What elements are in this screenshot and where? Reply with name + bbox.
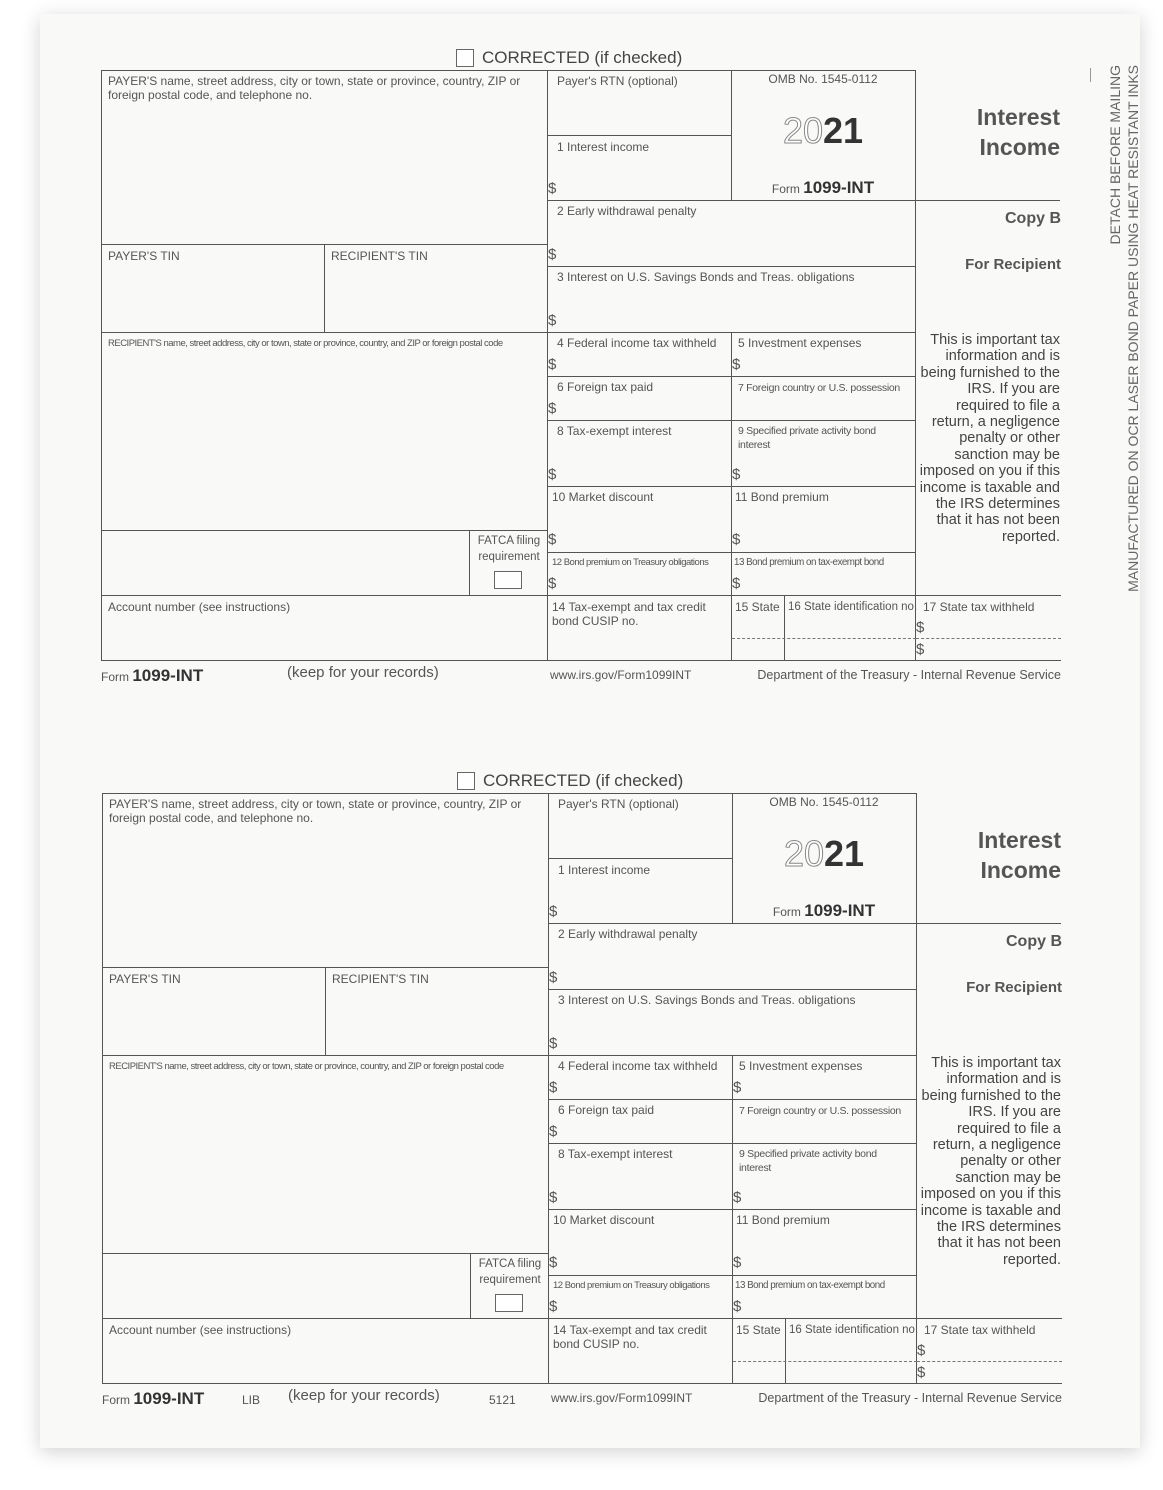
divider bbox=[915, 200, 1060, 201]
blank-box bbox=[101, 530, 470, 596]
corrected-checkbox[interactable] bbox=[457, 772, 475, 790]
form-title bbox=[915, 102, 1060, 162]
box1-label: 1 Interest income bbox=[557, 140, 650, 154]
tax-year bbox=[732, 833, 916, 875]
box11-label: 11 Bond premium bbox=[736, 1213, 830, 1227]
box12-label: 12 Bond premium on Treasury obligations bbox=[552, 557, 709, 568]
box1-label: 1 Interest income bbox=[558, 863, 651, 877]
form-number-value: 1099-INT bbox=[132, 666, 204, 685]
box15-label: 15 State bbox=[735, 600, 780, 614]
title-line2: Income bbox=[979, 134, 1060, 160]
copy-label: Copy B bbox=[1006, 933, 1062, 950]
recipient-label: RECIPIENT'S name, street address, city or town, state or province, country, and ZIP or foreign postal code bbox=[108, 338, 503, 349]
dollar-sign: $ bbox=[916, 641, 925, 658]
dollar-sign: $ bbox=[548, 180, 557, 197]
dollar-sign: $ bbox=[917, 1364, 926, 1381]
state-divider bbox=[733, 1361, 917, 1362]
corrected-label: CORRECTED (if checked) bbox=[483, 771, 684, 790]
dollar-sign: $ bbox=[733, 1189, 742, 1206]
payer-tin-label: PAYER'S TIN bbox=[108, 249, 180, 263]
box4-label: 4 Federal income tax withheld bbox=[557, 336, 717, 350]
box5-label: 5 Investment expenses bbox=[739, 1059, 863, 1073]
box3-label: 3 Interest on U.S. Savings Bonds and Treas. obligations bbox=[557, 270, 855, 284]
dollar-sign: $ bbox=[917, 1342, 926, 1359]
form-word: Form bbox=[772, 905, 801, 919]
payer-label: PAYER'S name, street address, city or town, state or province, country, ZIP or foreign postal code, and telephone no. bbox=[108, 74, 521, 102]
lib-code: LIB bbox=[242, 1393, 261, 1407]
recipient-box[interactable] bbox=[101, 332, 548, 531]
for-recipient: For Recipient bbox=[966, 979, 1062, 996]
dollar-sign: $ bbox=[549, 1254, 558, 1271]
corrected-checkbox[interactable] bbox=[456, 49, 474, 67]
form-number-value: 1099-INT bbox=[133, 1389, 205, 1408]
department: Department of the Treasury - Internal Revenue Service bbox=[757, 668, 1061, 682]
dollar-sign: $ bbox=[549, 1079, 558, 1096]
footer-form-number bbox=[101, 666, 203, 686]
box7-label: 7 Foreign country or U.S. possession bbox=[739, 1105, 901, 1117]
box2-label: 2 Early withdrawal penalty bbox=[558, 927, 698, 941]
title-line2: Income bbox=[980, 857, 1061, 883]
dollar-sign: $ bbox=[549, 1035, 558, 1052]
box6-label: 6 Foreign tax paid bbox=[558, 1103, 655, 1117]
box10-label: 10 Market discount bbox=[553, 1213, 655, 1227]
fatca-checkbox[interactable] bbox=[495, 1294, 523, 1312]
notice-text: This is important tax information and is being furnished to the IRS. If you are required to file a return, a negligence penalty or other sanction may be imposed on you if this income is taxable and the IRS determines that it has not been reported. bbox=[919, 332, 1060, 545]
box16-label: 16 State identification no. bbox=[788, 601, 918, 613]
recipient-tin-label: RECIPIENT'S TIN bbox=[331, 249, 428, 263]
year-outline: 20 bbox=[783, 833, 824, 874]
dollar-sign: $ bbox=[732, 466, 741, 483]
box14-label: 14 Tax-exempt and tax credit bond CUSIP no. bbox=[553, 1323, 707, 1351]
box7-label: 7 Foreign country or U.S. possession bbox=[738, 382, 900, 394]
blank-box bbox=[102, 1253, 471, 1319]
side-notice bbox=[1106, 65, 1142, 605]
keep-records: (keep for your records) bbox=[288, 1387, 440, 1404]
form-number-value: 1099-INT bbox=[804, 901, 876, 920]
state-divider bbox=[732, 638, 916, 639]
form-copy-bottom bbox=[102, 771, 1062, 1433]
box8-label: 8 Tax-exempt interest bbox=[558, 1147, 673, 1161]
rtn-label: Payer's RTN (optional) bbox=[558, 797, 679, 811]
dollar-sign: $ bbox=[549, 903, 558, 920]
form-number-value: 1099-INT bbox=[803, 178, 875, 197]
footer-form-number bbox=[102, 1389, 204, 1409]
fatca-checkbox[interactable] bbox=[494, 571, 522, 589]
box13-label: 13 Bond premium on tax-exempt bond bbox=[735, 1280, 885, 1291]
box2-label: 2 Early withdrawal penalty bbox=[557, 204, 697, 218]
manufactured-text: MANUFACTURED ON OCR LASER BOND PAPER USING HEAT RESISTANT INKS bbox=[1125, 65, 1141, 592]
dollar-sign: $ bbox=[549, 1189, 558, 1206]
box8-label: 8 Tax-exempt interest bbox=[557, 424, 672, 438]
form-title bbox=[916, 825, 1061, 885]
payer-label: PAYER'S name, street address, city or town, state or province, country, ZIP or foreign postal code, and telephone no. bbox=[109, 797, 522, 825]
account-label: Account number (see instructions) bbox=[109, 1323, 292, 1337]
box11-label: 11 Bond premium bbox=[735, 490, 829, 504]
omb-number: OMB No. 1545-0112 bbox=[768, 72, 878, 86]
omb-number: OMB No. 1545-0112 bbox=[769, 795, 879, 809]
form-number bbox=[731, 178, 915, 198]
keep-records: (keep for your records) bbox=[287, 664, 439, 681]
corrected-label: CORRECTED (if checked) bbox=[482, 48, 683, 67]
copy-label: Copy B bbox=[1005, 210, 1061, 227]
year-bold: 21 bbox=[823, 110, 864, 151]
form-code: 5121 bbox=[489, 1393, 516, 1407]
box17-label: 17 State tax withheld bbox=[923, 600, 1035, 614]
state-tax-divider bbox=[917, 1361, 1062, 1362]
dollar-sign: $ bbox=[732, 575, 741, 592]
irs-url[interactable]: www.irs.gov/Form1099INT bbox=[550, 668, 692, 682]
box9-label: 9 Specified private activity bond interest bbox=[738, 425, 876, 451]
form-word: Form bbox=[102, 1393, 130, 1407]
dollar-sign: $ bbox=[548, 400, 557, 417]
box3-label: 3 Interest on U.S. Savings Bonds and Treas. obligations bbox=[558, 993, 856, 1007]
dollar-sign: $ bbox=[548, 531, 557, 548]
corrected-checkbox-row bbox=[457, 771, 683, 791]
irs-url[interactable]: www.irs.gov/Form1099INT bbox=[551, 1391, 693, 1405]
box13-label: 13 Bond premium on tax-exempt bond bbox=[734, 557, 884, 568]
box16-label: 16 State identification no. bbox=[789, 1324, 919, 1336]
for-recipient: For Recipient bbox=[965, 256, 1061, 273]
department: Department of the Treasury - Internal Revenue Service bbox=[758, 1391, 1062, 1405]
dollar-sign: $ bbox=[733, 1298, 742, 1315]
recipient-box[interactable] bbox=[102, 1055, 549, 1254]
detach-text: DETACH BEFORE MAILING bbox=[1107, 65, 1123, 245]
dollar-sign: $ bbox=[548, 356, 557, 373]
fatca-label: FATCA filing requirement bbox=[478, 1258, 542, 1286]
dollar-sign: $ bbox=[548, 575, 557, 592]
dollar-sign: $ bbox=[548, 312, 557, 329]
dollar-sign: $ bbox=[548, 246, 557, 263]
dollar-sign: $ bbox=[732, 531, 741, 548]
box12-label: 12 Bond premium on Treasury obligations bbox=[553, 1280, 710, 1291]
dollar-sign: $ bbox=[916, 619, 925, 636]
form-copy-top bbox=[101, 48, 1061, 710]
corrected-checkbox-row bbox=[456, 48, 682, 68]
dollar-sign: $ bbox=[732, 356, 741, 373]
fatca-label: FATCA filing requirement bbox=[477, 535, 541, 563]
form-word: Form bbox=[771, 182, 800, 196]
box5-label: 5 Investment expenses bbox=[738, 336, 862, 350]
state-tax-divider bbox=[916, 638, 1061, 639]
recipient-label: RECIPIENT'S name, street address, city or town, state or province, country, and ZIP or foreign postal code bbox=[109, 1061, 504, 1072]
dollar-sign: $ bbox=[733, 1254, 742, 1271]
box14-label: 14 Tax-exempt and tax credit bond CUSIP no. bbox=[552, 600, 706, 628]
year-outline: 20 bbox=[782, 110, 823, 151]
payer-tin-label: PAYER'S TIN bbox=[109, 972, 181, 986]
rtn-label: Payer's RTN (optional) bbox=[557, 74, 678, 88]
box4-label: 4 Federal income tax withheld bbox=[558, 1059, 718, 1073]
dollar-sign: $ bbox=[549, 1123, 558, 1140]
dollar-sign: $ bbox=[733, 1079, 742, 1096]
box17-label: 17 State tax withheld bbox=[924, 1323, 1036, 1337]
box9-label: 9 Specified private activity bond interest bbox=[739, 1148, 877, 1174]
box6-label: 6 Foreign tax paid bbox=[557, 380, 654, 394]
divider bbox=[916, 923, 1061, 924]
perforation-mark bbox=[1090, 68, 1091, 82]
account-label: Account number (see instructions) bbox=[108, 600, 291, 614]
dollar-sign: $ bbox=[549, 1298, 558, 1315]
box10-label: 10 Market discount bbox=[552, 490, 654, 504]
year-bold: 21 bbox=[824, 833, 865, 874]
dollar-sign: $ bbox=[549, 969, 558, 986]
box15-label: 15 State bbox=[736, 1323, 781, 1337]
form-number bbox=[732, 901, 916, 921]
form-word: Form bbox=[101, 670, 129, 684]
title-line1: Interest bbox=[976, 104, 1060, 130]
dollar-sign: $ bbox=[548, 466, 557, 483]
recipient-tin-label: RECIPIENT'S TIN bbox=[332, 972, 429, 986]
title-line1: Interest bbox=[977, 827, 1061, 853]
tax-year bbox=[731, 110, 915, 152]
notice-text: This is important tax information and is being furnished to the IRS. If you are required to file a return, a negligence penalty or other sanction may be imposed on you if this income is taxable and the IRS determines that it has not been reported. bbox=[920, 1055, 1061, 1268]
